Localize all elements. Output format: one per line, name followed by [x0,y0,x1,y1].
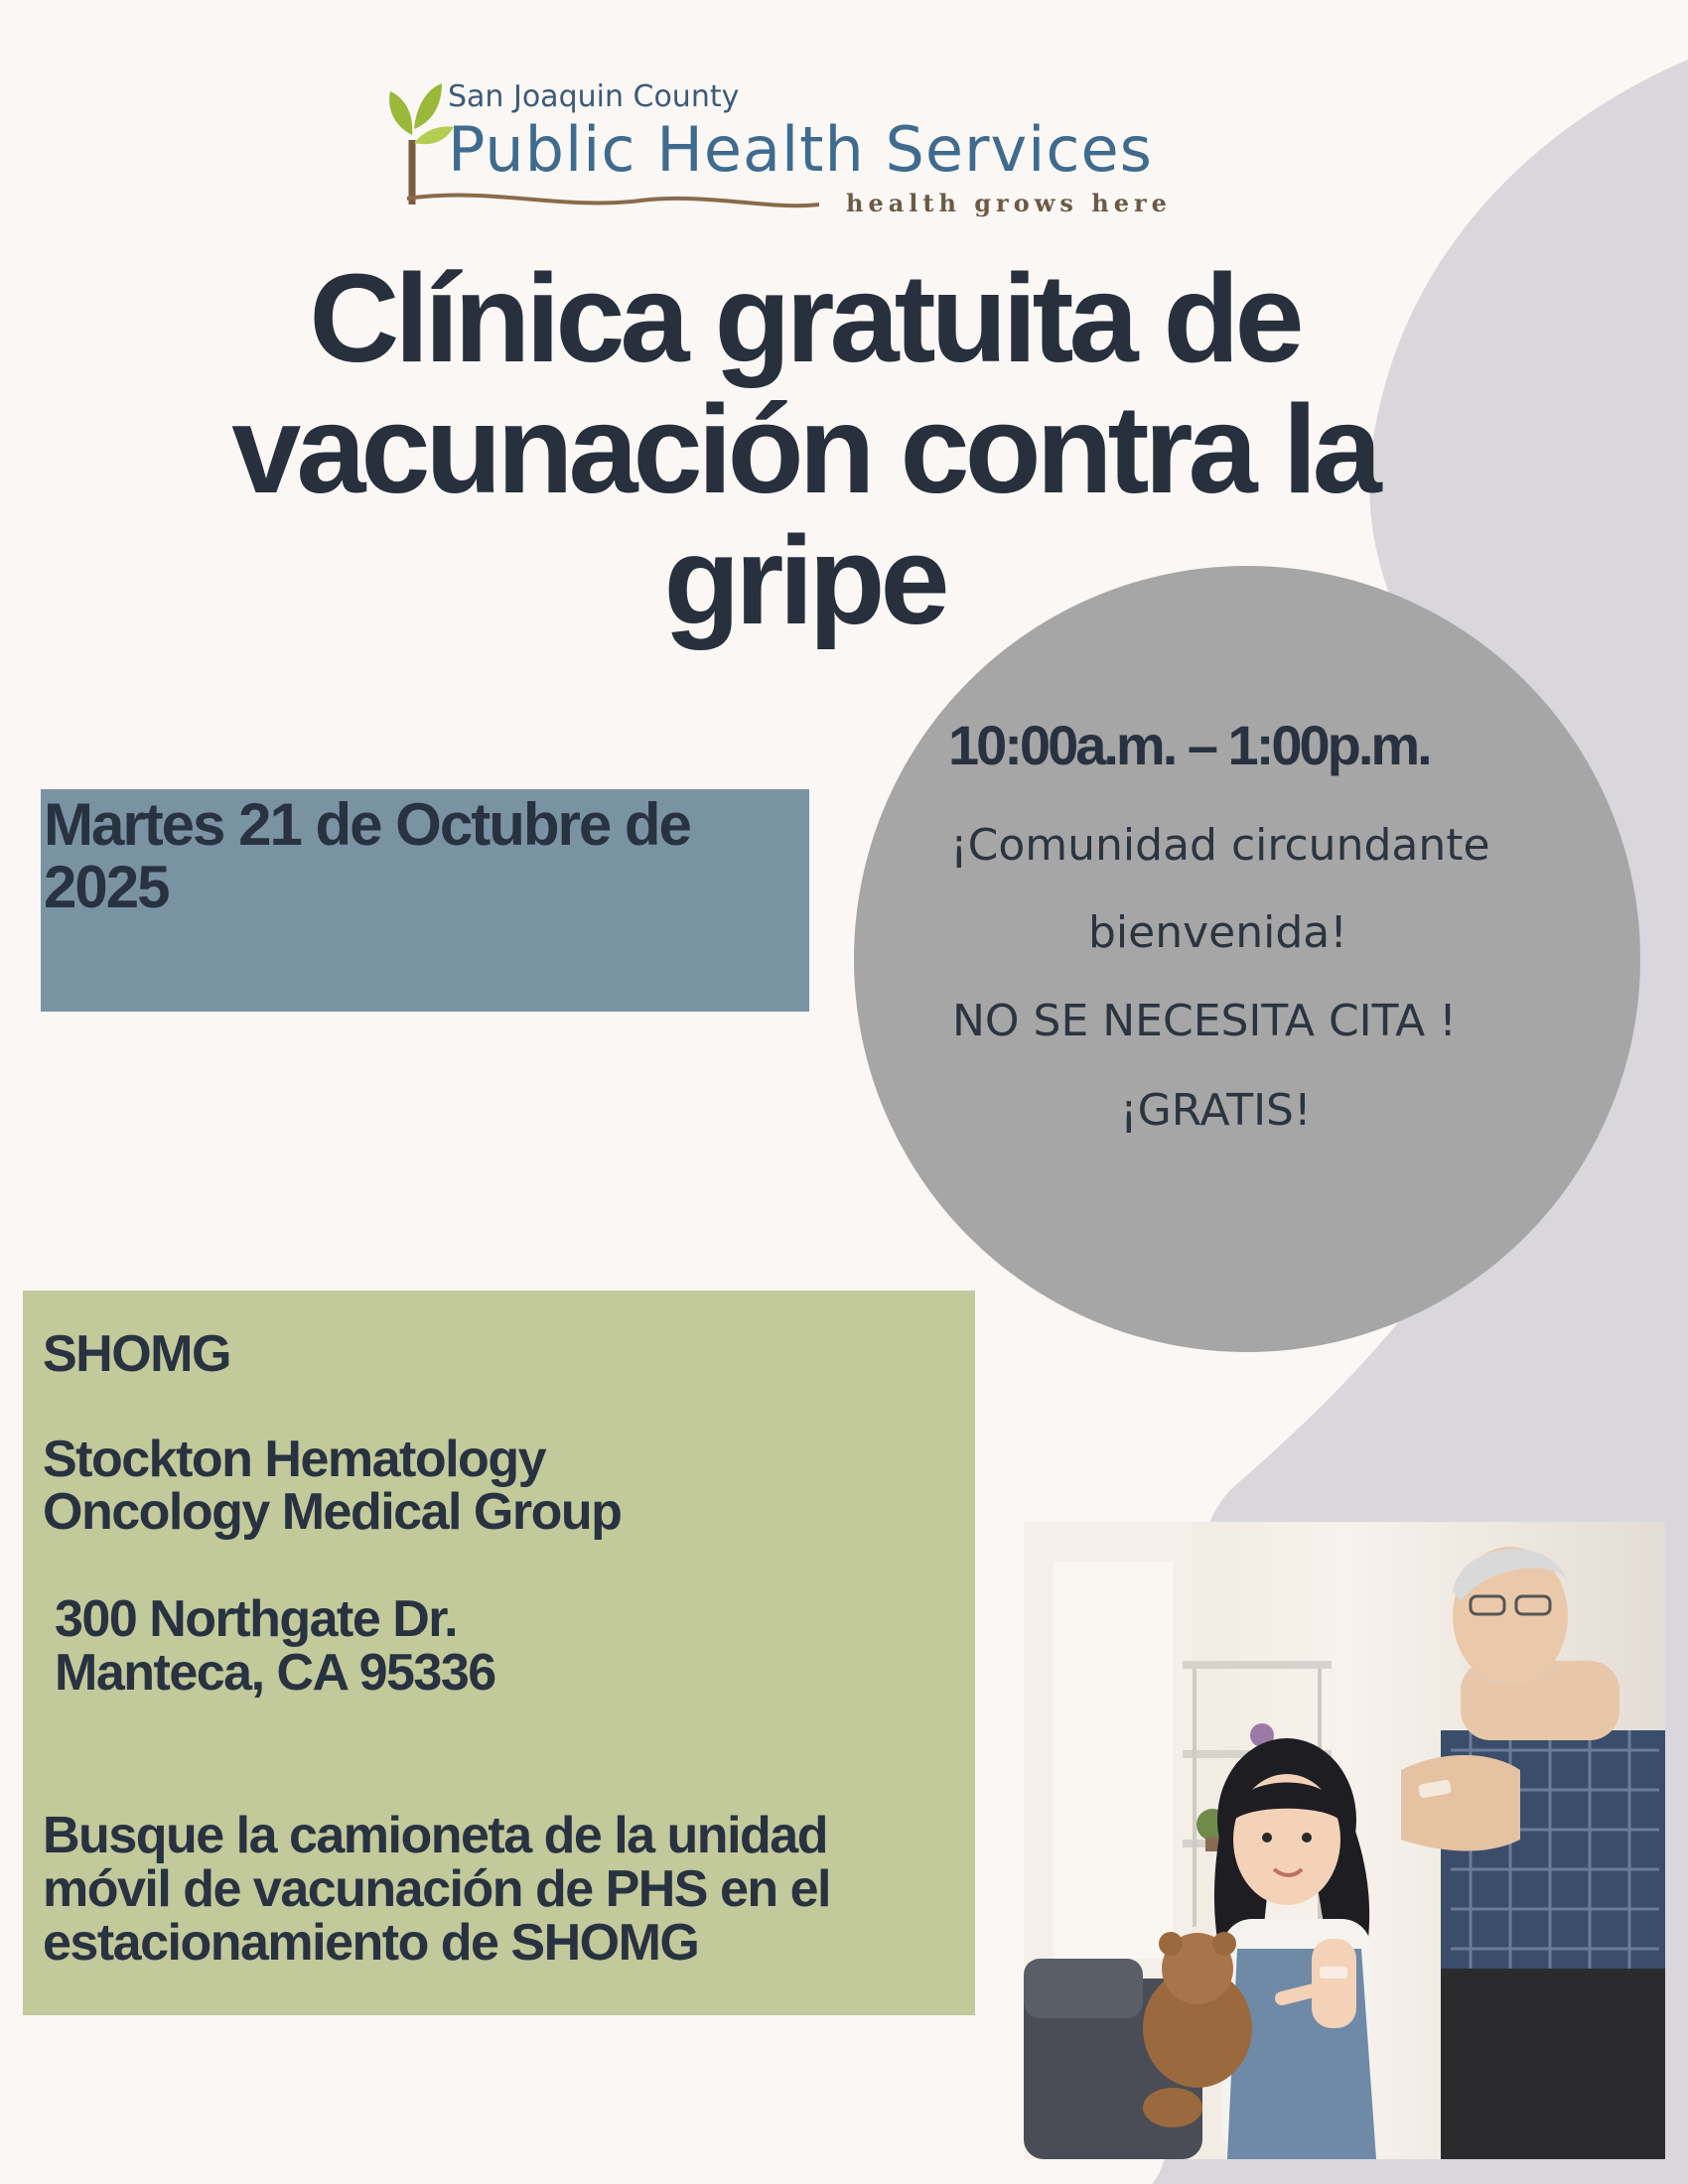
address-line-2: Manteca, CA 95336 [55,1644,495,1702]
date-box [41,789,809,1012]
location-box [23,1291,975,2015]
location-name-line-2: Oncology Medical Group [43,1483,622,1541]
location-name-line-1: Stockton Hematology [43,1431,545,1488]
instructions-line-1: Busque la camioneta de la unidad [43,1807,827,1864]
instructions-line-3: estacionamiento de SHOMG [43,1914,699,1972]
logo-name: Public Health Services [448,113,1153,186]
address-line-1: 300 Northgate Dr. [55,1590,458,1648]
logo-county: San Joaquin County [448,79,740,114]
event-date [44,793,808,918]
date-line-2: 2025 [44,854,169,920]
title-line-2: vacunación contra la [231,379,1377,519]
info-circle [854,566,1640,1352]
instructions-line-2: móvil de vacunación de PHS en el [43,1860,830,1918]
date-line-1: Martes 21 de Octubre de [44,791,690,858]
title-line-3: gripe [663,510,945,650]
title-line-1: Clínica gratuita de [309,248,1300,388]
no-appointment-note: NO SE NECESITA CITA ! [952,996,1457,1046]
event-time: 10:00a.m. – 1:00p.m. [948,714,1430,776]
logo-tagline: health grows here [846,189,1172,217]
logo-ground-swoosh [402,185,819,224]
girl-and-grandfather-bandaged-arms-photo [1024,1522,1665,2159]
free-note: ¡GRATIS! [1120,1085,1312,1136]
welcome-line-2: bienvenida! [1088,907,1347,958]
phs-logo [382,66,1187,224]
welcome-line-1: ¡Comunidad circundante [950,820,1490,871]
location-short-name: SHOMG [43,1325,230,1383]
